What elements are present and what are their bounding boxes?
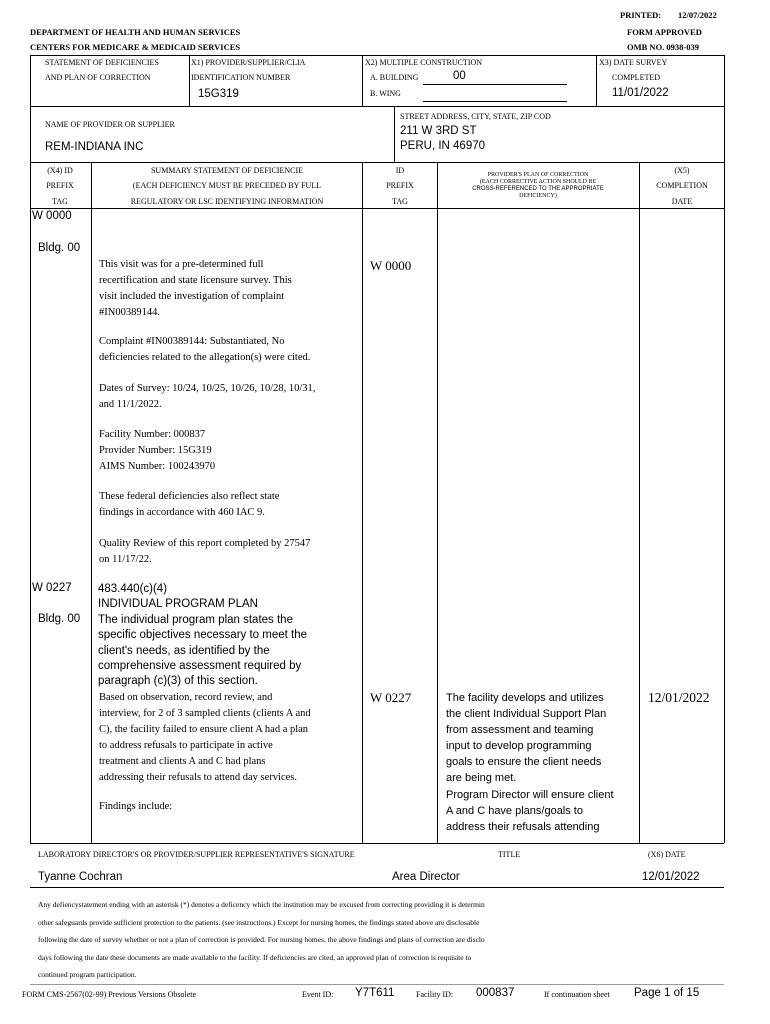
para-quality: Quality Review of this report completed by 27547 on 11/17/22. xyxy=(99,538,311,565)
x4-header-3: TAG xyxy=(52,197,68,206)
x3-label-2: COMPLETED xyxy=(612,73,660,82)
id-tag-w0227: W 0227 xyxy=(370,690,412,705)
bldg-label-1: Bldg. 00 xyxy=(38,242,81,254)
plan-header-1: PROVIDER'S PLAN OF CORRECTION xyxy=(487,172,589,178)
plan-header-3: CROSS-REFERENCED TO THE APPROPRIATE xyxy=(472,186,604,192)
event-id-label: Event ID: xyxy=(302,990,334,999)
bldg-label-2: Bldg. 00 xyxy=(38,613,81,625)
id-header-2: PREFIX xyxy=(386,181,414,190)
tag-w0227: W 0227 xyxy=(32,582,72,594)
disclaimer-line-5: continued program participation. xyxy=(38,970,137,979)
plan-header-2: (EACH CORRECTIVE ACTION SHOULD BE xyxy=(479,179,597,185)
x4-header-2: PREFIX xyxy=(46,181,74,190)
id-header-1: ID xyxy=(395,166,405,175)
para-federal: These federal deficiencies also reflect state findings in accordance with 460 IAC 9. xyxy=(99,491,280,518)
x5-header-1: (X5) xyxy=(674,166,690,175)
facility-id-value: 000837 xyxy=(476,987,515,999)
provider-name: REM-INDIANA INC xyxy=(45,141,144,153)
id-header-3: TAG xyxy=(392,197,408,206)
form-number: FORM CMS-2567(02-99) Previous Versions Obsolete xyxy=(22,990,197,999)
dept-name: DEPARTMENT OF HEALTH AND HUMAN SERVICES xyxy=(30,27,241,37)
x2-label: X2) MULTIPLE CONSTRUCTION xyxy=(365,58,483,67)
summary-header-1: SUMMARY STATEMENT OF DEFICIENCIE xyxy=(150,166,304,175)
x5-header-3: DATE xyxy=(671,197,693,206)
facility-id-label: Facility ID: xyxy=(416,990,454,999)
tag-w0000: W 0000 xyxy=(32,210,72,222)
building-label: A. BUILDING xyxy=(370,73,419,82)
omb-number: OMB NO. 0938-039 xyxy=(627,42,700,52)
building-value: 00 xyxy=(423,70,567,85)
date-label: (X6) DATE xyxy=(648,850,686,859)
id-tag-w0000: W 0000 xyxy=(370,258,412,273)
centers-name: CENTERS FOR MEDICARE & MEDICAID SERVICES xyxy=(30,42,241,52)
x3-label-1: X3) DATE SURVEY xyxy=(599,58,668,67)
para-dates: Dates of Survey: 10/24, 10/25, 10/26, 10/28, 10/31, and 11/1/2022. xyxy=(99,383,316,410)
address-label: STREET ADDRESS, CITY, STATE, ZIP COD xyxy=(400,112,551,121)
disclaimer xyxy=(38,896,728,984)
summary-header-3: REGULATORY OR LSC IDENTIFYING INFORMATION xyxy=(130,197,324,206)
x4-header-1: (X4) ID xyxy=(47,166,73,175)
para-findings-include: Findings include: xyxy=(99,801,173,812)
continuation-label: If continuation sheet xyxy=(544,990,610,999)
wing-label: B. WING xyxy=(370,89,401,98)
para-regulation: 483.440(c)(4) INDIVIDUAL PROGRAM PLAN The individual program plan states the specific objectives necessary to meet the client's needs, as identified by the comprehensive assessment required by paragraph (c)(3) of this section. xyxy=(98,583,308,688)
provider-name-label: NAME OF PROVIDER OR SUPPLIER xyxy=(45,120,175,129)
wing-value-line xyxy=(423,88,567,102)
para-findings: Based on observation, record review, and interview, for 2 of 3 sampled clients (clients A and C), the facility failed to ensure client A had a plan to address refusals to participate in active treatment and clients A and C had plans addressing their refusals to attend day services. xyxy=(99,692,311,783)
x1-value: 15G319 xyxy=(198,88,239,100)
para-complaint: Complaint #IN00389144: Substantiated, No deficiencies related to the allegation(s) were cited. xyxy=(99,336,311,363)
statement-label-1: STATEMENT OF DEFICIENCIES xyxy=(45,58,159,67)
x5-header-2: COMPLETION xyxy=(656,181,708,190)
signer-title: Area Director xyxy=(392,871,460,883)
summary-header-2: (EACH DEFICIENCY MUST BE PRECEDED BY FULL xyxy=(132,181,322,190)
disclaimer-line-4: days following the date these documents are made available to the facility. If deficiencies are cited, an approved plan of correction is requisite to xyxy=(38,952,472,962)
plan-header-4: DEFICIENCY) xyxy=(519,193,557,199)
plan-of-correction: The facility develops and utilizes the client Individual Support Plan from assessment and teaming input to develop programming goals to ensure the client needs are being met. Program Director will ensure client A and C have plans/goals to address their refusals attending xyxy=(446,692,614,833)
signer-name: Tyanne Cochran xyxy=(38,871,123,883)
printed-label: PRINTED: xyxy=(620,10,662,20)
signature-label: LABORATORY DIRECTOR'S OR PROVIDER/SUPPLIER REPRESENTATIVE'S SIGNATURE xyxy=(38,850,355,859)
address-line-1: 211 W 3RD ST xyxy=(400,125,477,137)
para-facility: Facility Number: 000837 Provider Number: 15G319 AIMS Number: 100243970 xyxy=(99,429,216,472)
title-label: TITLE xyxy=(498,850,521,859)
disclaimer-line-3: following the date of survey whether or not a plan of correction is provided. For nursing homes, the above findings and plans of correction are disclo xyxy=(38,935,485,944)
statement-label-2: AND PLAN OF CORRECTION xyxy=(45,73,151,82)
event-id-value: Y7T611 xyxy=(355,987,395,999)
page-number: Page 1 of 15 xyxy=(634,987,700,999)
form-approved: FORM APPROVED xyxy=(627,27,702,37)
x3-value: 11/01/2022 xyxy=(612,87,669,99)
completion-date: 12/01/2022 xyxy=(648,690,710,705)
x1-label-2: IDENTIFICATION NUMBER xyxy=(191,73,291,82)
para-visit: This visit was for a pre-determined full recertification and state licensure survey. This visit included the investigation of complaint #IN00389144. xyxy=(99,259,292,318)
disclaimer-line-2: other safeguards provide sufficient protection to the patients. (see instructions.) Except for nursing homes, the findings stated above are disclosable xyxy=(38,917,480,927)
disclaimer-line-1: Any defiencystatement ending with an asterisk (*) denotes a deficency which the institution may be excused from correcting providing it is determin xyxy=(38,900,485,909)
address-line-2: PERU, IN 46970 xyxy=(400,140,486,152)
signature-date: 12/01/2022 xyxy=(642,871,700,883)
x1-label-1: X1) PROVIDER/SUPPLIER/CLIA xyxy=(191,58,306,67)
printed-date: 12/07/2022 xyxy=(678,10,717,20)
